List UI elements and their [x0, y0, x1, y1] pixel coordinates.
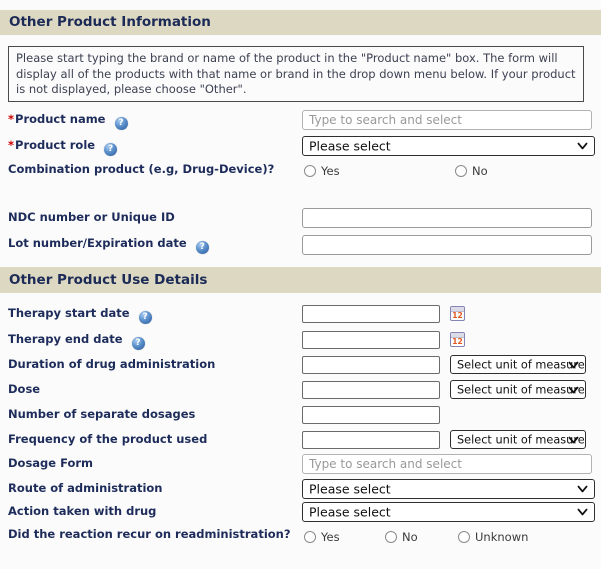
route-label: Route of administration [8, 481, 163, 495]
help-icon[interactable]: ? [132, 337, 145, 350]
reaction-recur-label: Did the reaction recur on readministration? [8, 527, 291, 541]
therapy-end-date-input[interactable] [302, 331, 440, 349]
ndc-number-input[interactable] [302, 208, 592, 228]
action-taken-label: Action taken with drug [8, 504, 157, 518]
dose-input[interactable] [302, 381, 440, 399]
section-header-other-product-information [0, 10, 601, 35]
product-role-select[interactable]: Please select [302, 136, 595, 156]
instruction-text: Please start typing the brand or name of the product in the "Product name" box. The form will display all of the products with that name or brand in the drop down menu below. If your product is not displayed, please choose "Other". [16, 51, 576, 96]
therapy-start-date-label: Therapy start date ? [8, 306, 152, 321]
num-dosages-label: Number of separate dosages [8, 407, 196, 421]
calendar-icon[interactable]: 12 [450, 332, 465, 347]
combination-yes-radio[interactable]: Yes [304, 163, 340, 179]
required-asterisk: * [8, 112, 15, 126]
required-asterisk: * [8, 138, 15, 152]
num-dosages-input[interactable] [302, 406, 440, 424]
lot-number-input[interactable] [302, 235, 592, 255]
dosage-form-input[interactable] [302, 454, 592, 474]
recur-yes-radio[interactable]: Yes [304, 529, 340, 545]
help-icon[interactable]: ? [139, 311, 152, 324]
duration-input[interactable] [302, 356, 440, 374]
product-role-label: *Product role ? [8, 138, 117, 153]
frequency-input[interactable] [302, 431, 440, 449]
chevron-down-icon [576, 483, 589, 496]
frequency-label: Frequency of the product used [8, 432, 208, 446]
radio-circle[interactable] [455, 165, 467, 177]
chevron-down-icon [567, 433, 580, 446]
duration-unit-select[interactable]: Select unit of measure [450, 355, 586, 374]
recur-no-radio[interactable]: No [385, 529, 418, 545]
help-icon[interactable]: ? [104, 143, 117, 156]
ndc-number-label: NDC number or Unique ID [8, 210, 175, 224]
route-select[interactable]: Please select [302, 479, 595, 499]
dosage-form-label: Dosage Form [8, 456, 94, 470]
therapy-start-date-input[interactable] [302, 305, 440, 323]
chevron-down-icon [567, 383, 580, 396]
duration-label: Duration of drug administration [8, 357, 216, 371]
dose-label: Dose [8, 382, 41, 396]
radio-circle[interactable] [385, 531, 397, 543]
section-title: Other Product Use Details [9, 272, 208, 288]
combination-no-radio[interactable]: No [455, 163, 488, 179]
action-taken-select[interactable]: Please select [302, 502, 595, 522]
product-name-label: *Product name ? [8, 112, 128, 127]
chevron-down-icon [567, 358, 580, 371]
dose-unit-select[interactable]: Select unit of measure [450, 380, 586, 399]
frequency-unit-select[interactable]: Select unit of measure [450, 430, 586, 449]
radio-circle[interactable] [304, 165, 316, 177]
chevron-down-icon [576, 140, 589, 153]
combination-product-label: Combination product (e.g, Drug-Device)? [8, 162, 275, 176]
section-header-other-product-use-details [0, 267, 601, 293]
chevron-down-icon [576, 506, 589, 519]
lot-number-label: Lot number/Expiration date ? [8, 236, 209, 251]
radio-circle[interactable] [458, 531, 470, 543]
product-name-input[interactable] [302, 110, 592, 130]
help-icon[interactable]: ? [115, 117, 128, 130]
section-title: Other Product Information [9, 14, 211, 30]
radio-circle[interactable] [304, 531, 316, 543]
help-icon[interactable]: ? [196, 241, 209, 254]
instruction-box [8, 46, 584, 102]
calendar-icon[interactable]: 12 [450, 306, 465, 321]
therapy-end-date-label: Therapy end date ? [8, 332, 145, 347]
recur-unknown-radio[interactable]: Unknown [458, 529, 528, 545]
